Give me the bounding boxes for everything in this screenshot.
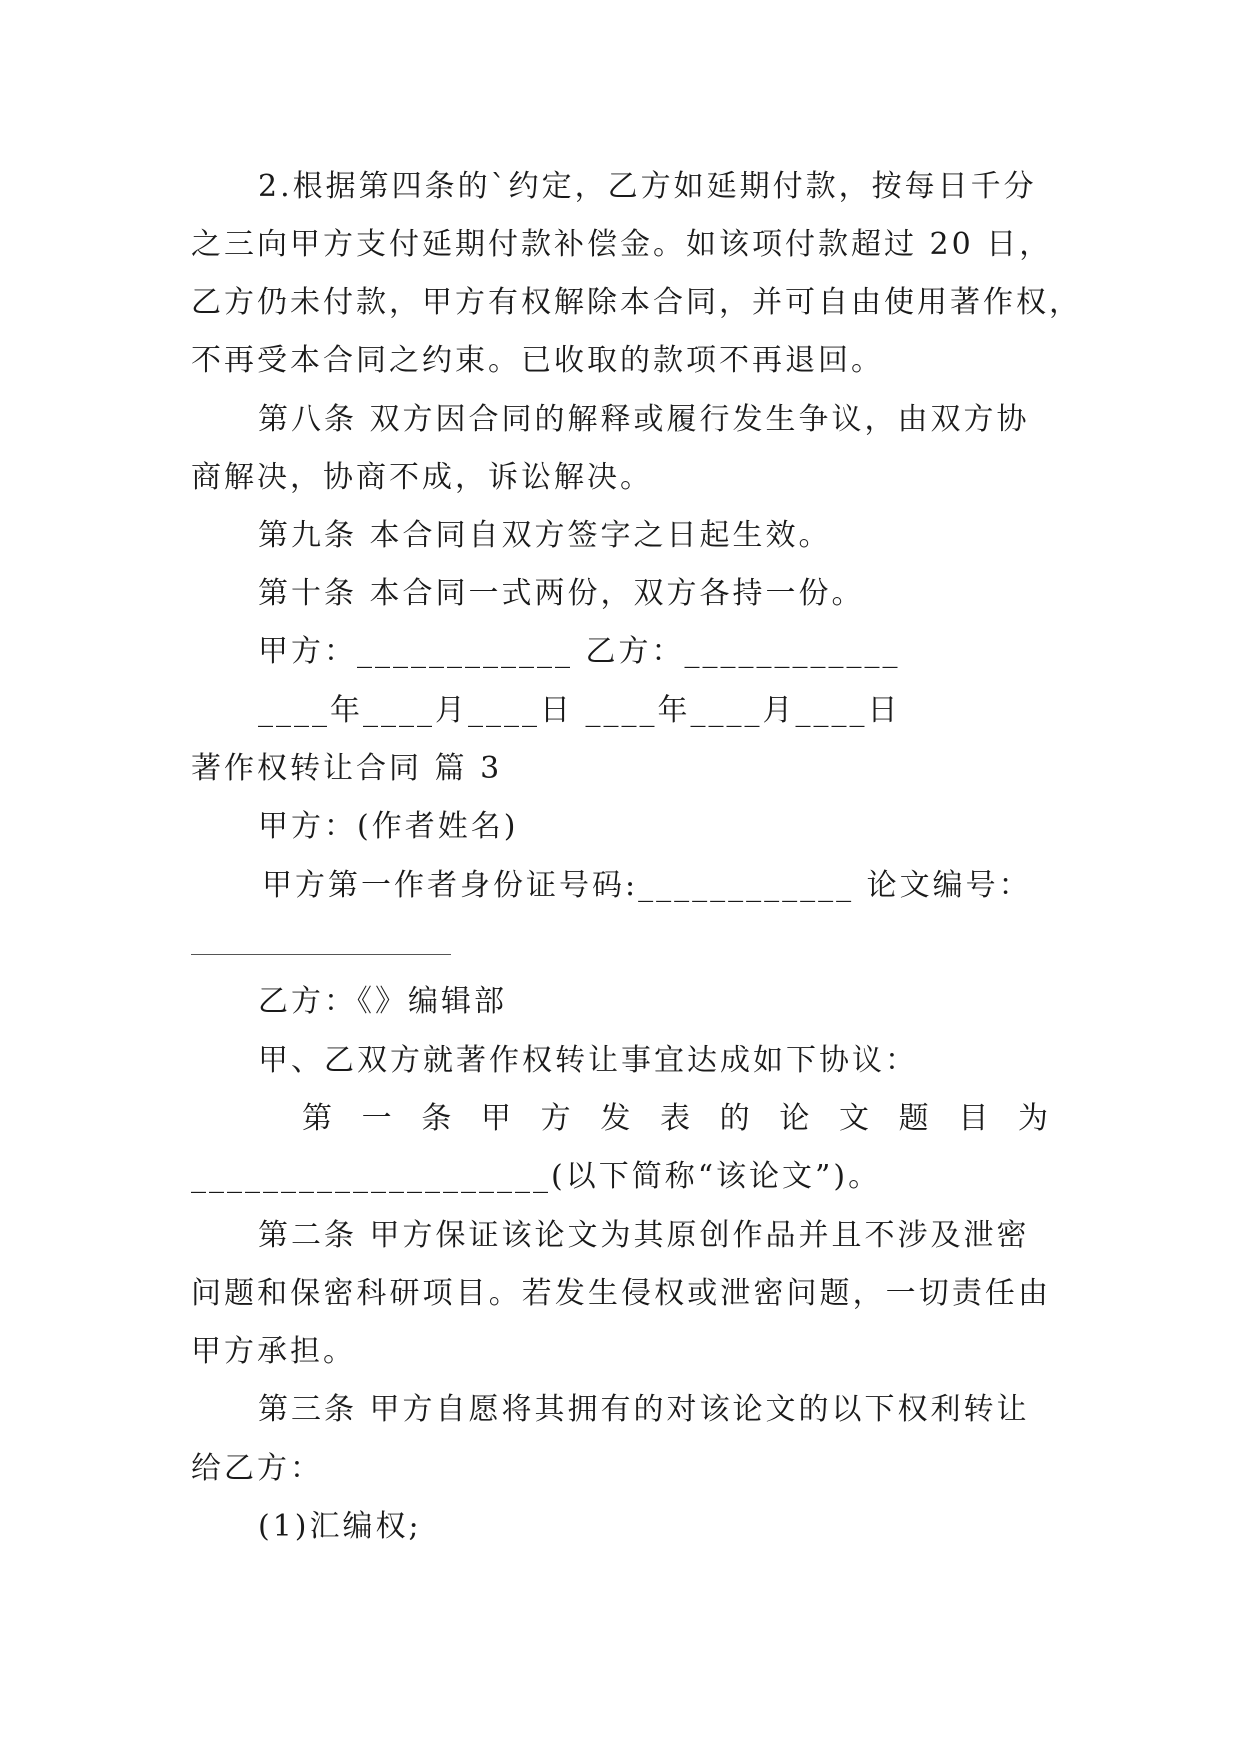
paragraph-line: 不再受本合同之约束。已收取的款项不再退回。 xyxy=(191,343,884,378)
paragraph-line: 给乙方： xyxy=(191,1451,323,1486)
party-a-line: 甲方：(作者姓名) xyxy=(258,809,519,844)
clause-8: 第八条 双方因合同的解释或履行发生争议，由双方协 xyxy=(258,402,1030,437)
section-title: 著作权转让合同 篇 3 xyxy=(191,751,503,786)
clause-1: 第 一 条 甲 方 发 表 的 论 文 题 目 为 xyxy=(302,1101,1051,1136)
clause-9: 第九条 本合同自双方签字之日起生效。 xyxy=(258,518,832,553)
clause-2: 第二条 甲方保证该论文为其原创作品并且不涉及泄密 xyxy=(258,1218,1030,1253)
list-item: (1)汇编权; xyxy=(258,1509,422,1544)
signature-date-line: ____年____月____日 ____年____月____日 xyxy=(258,693,901,728)
clause-10: 第十条 本合同一式两份，双方各持一份。 xyxy=(258,576,865,611)
clause-3: 第三条 甲方自愿将其拥有的对该论文的以下权利转让 xyxy=(258,1392,1030,1427)
paper-number-underline xyxy=(191,954,451,955)
paragraph-line: 甲方承担。 xyxy=(191,1334,356,1369)
paragraph-line: 乙方仍未付款，甲方有权解除本合同，并可自由使用著作权， xyxy=(191,285,1082,320)
party-b-line: 乙方：《》编辑部 xyxy=(258,984,507,1019)
paragraph-line: 商解决，协商不成，诉讼解决。 xyxy=(191,460,653,495)
signature-parties-line: 甲方：____________ 乙方：____________ xyxy=(258,634,901,669)
paragraph-line: 2.根据第四条的`约定，乙方如延期付款，按每日千分 xyxy=(258,169,1037,204)
agreement-intro: 甲、乙双方就著作权转让事宜达成如下协议： xyxy=(258,1043,918,1078)
paragraph-line: ____________________(以下简称“该论文”)。 xyxy=(191,1159,882,1194)
author-id-line: 甲方第一作者身份证号码:____________ 论文编号： xyxy=(262,868,1032,903)
paragraph-line: 之三向甲方支付延期付款补偿金。如该项付款超过 20 日， xyxy=(191,227,1053,262)
paragraph-line: 问题和保密科研项目。若发生侵权或泄密问题，一切责任由 xyxy=(191,1276,1051,1311)
